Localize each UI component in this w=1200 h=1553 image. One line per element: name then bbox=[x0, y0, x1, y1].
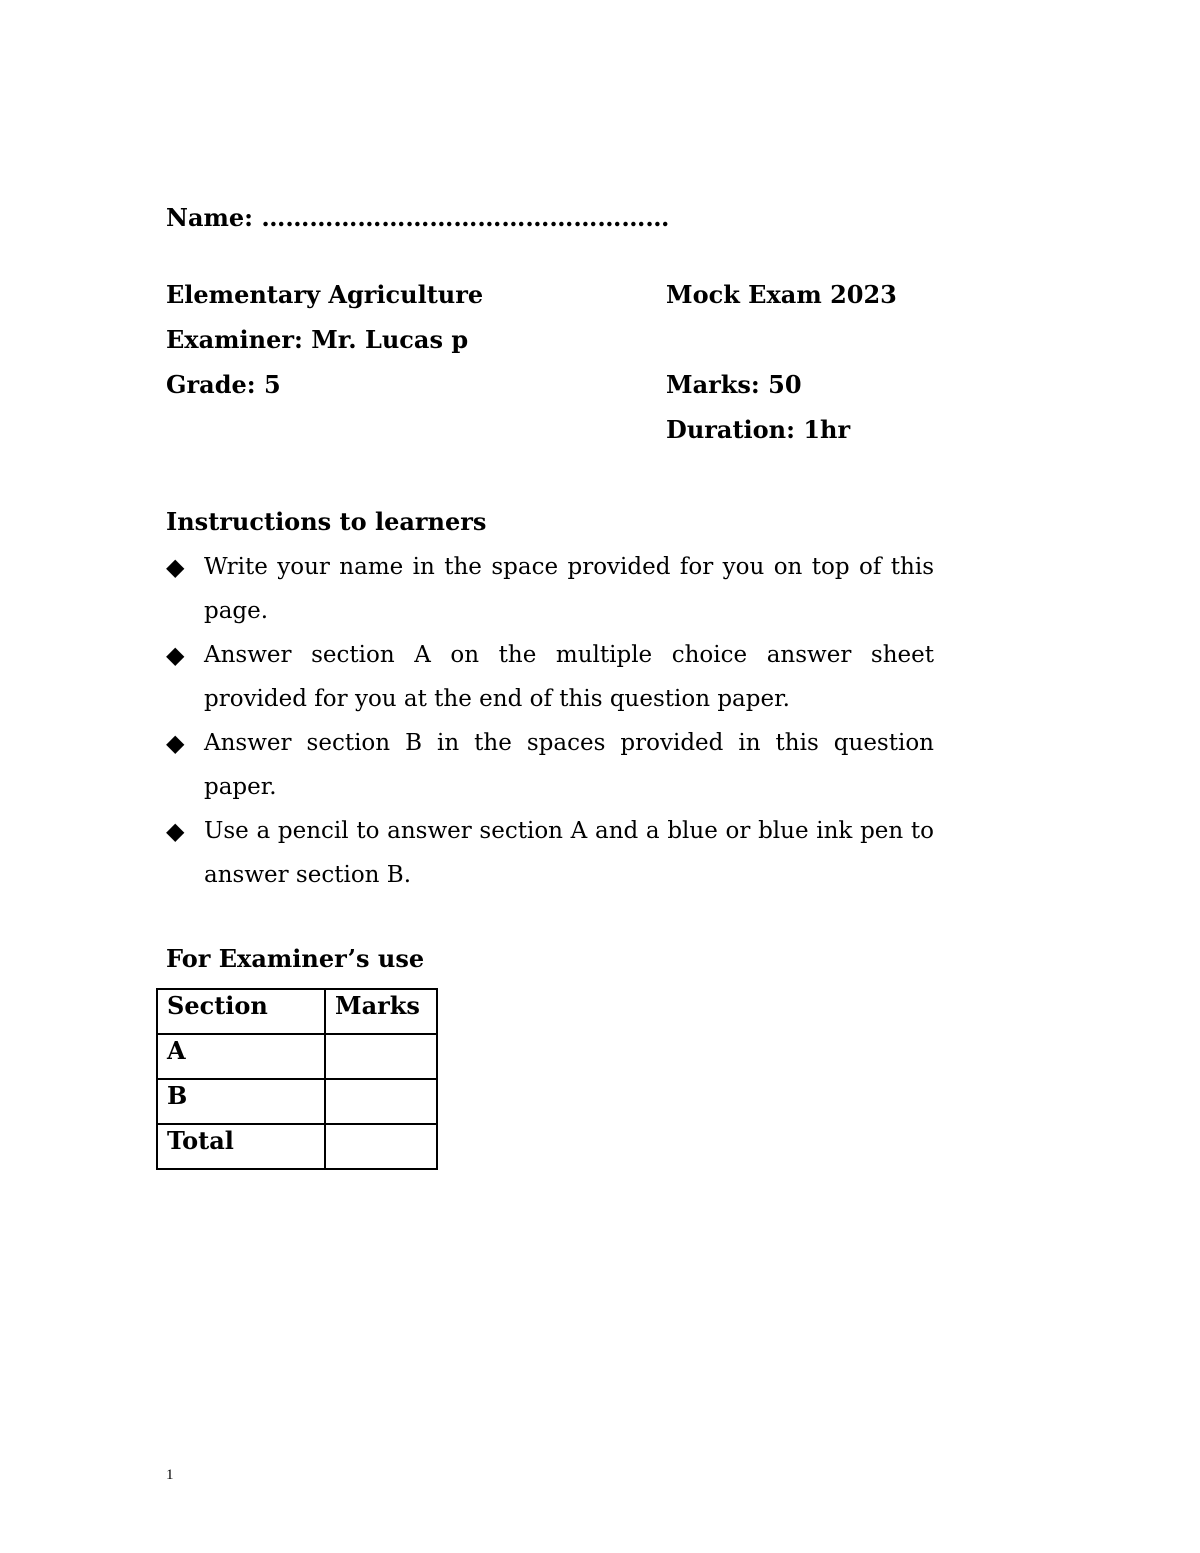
instructions-list bbox=[166, 545, 934, 897]
subject-title: Elementary Agriculture bbox=[166, 280, 484, 309]
section-cell: B bbox=[157, 1079, 325, 1124]
examiner-marks-table bbox=[156, 988, 438, 1170]
diamond-bullet-icon: ◆ bbox=[166, 641, 185, 669]
instruction-item bbox=[166, 545, 934, 633]
page-number: 1 bbox=[166, 1467, 174, 1483]
table-row bbox=[157, 1034, 437, 1079]
diamond-bullet-icon: ◆ bbox=[166, 817, 185, 845]
duration-label: Duration: 1hr bbox=[666, 415, 851, 444]
instruction-text: Use a pencil to answer section A and a blue or blue ink pen to answer section B. bbox=[204, 818, 934, 888]
table-header-row bbox=[157, 989, 437, 1034]
marks-label: Marks: 50 bbox=[666, 370, 802, 399]
section-cell: Total bbox=[157, 1124, 325, 1169]
exam-title: Mock Exam 2023 bbox=[666, 280, 897, 309]
instruction-text: Write your name in the space provided for you on top of this page. bbox=[204, 554, 934, 624]
instruction-item bbox=[166, 809, 934, 897]
instructions-heading: Instructions to learners bbox=[166, 507, 487, 536]
instruction-text: Answer section A on the multiple choice answer sheet provided for you at the end of this question paper. bbox=[204, 642, 934, 712]
column-header-section: Section bbox=[157, 989, 325, 1034]
marks-cell bbox=[325, 1079, 437, 1124]
name-label: Name: bbox=[166, 203, 254, 232]
table-row bbox=[157, 1079, 437, 1124]
name-field-line bbox=[166, 203, 669, 232]
examiner-label: Examiner: Mr. Lucas p bbox=[166, 325, 469, 354]
section-cell: A bbox=[157, 1034, 325, 1079]
diamond-bullet-icon: ◆ bbox=[166, 553, 185, 581]
instruction-text: Answer section B in the spaces provided in this question paper. bbox=[204, 730, 934, 800]
grade-label: Grade: 5 bbox=[166, 370, 281, 399]
instruction-item bbox=[166, 633, 934, 721]
name-blank-dots: …………………………………………… bbox=[261, 203, 670, 232]
column-header-marks: Marks bbox=[325, 989, 437, 1034]
marks-cell bbox=[325, 1124, 437, 1169]
table-row bbox=[157, 1124, 437, 1169]
instruction-item bbox=[166, 721, 934, 809]
diamond-bullet-icon: ◆ bbox=[166, 729, 185, 757]
marks-cell bbox=[325, 1034, 437, 1079]
examiner-use-heading: For Examiner’s use bbox=[166, 944, 425, 973]
